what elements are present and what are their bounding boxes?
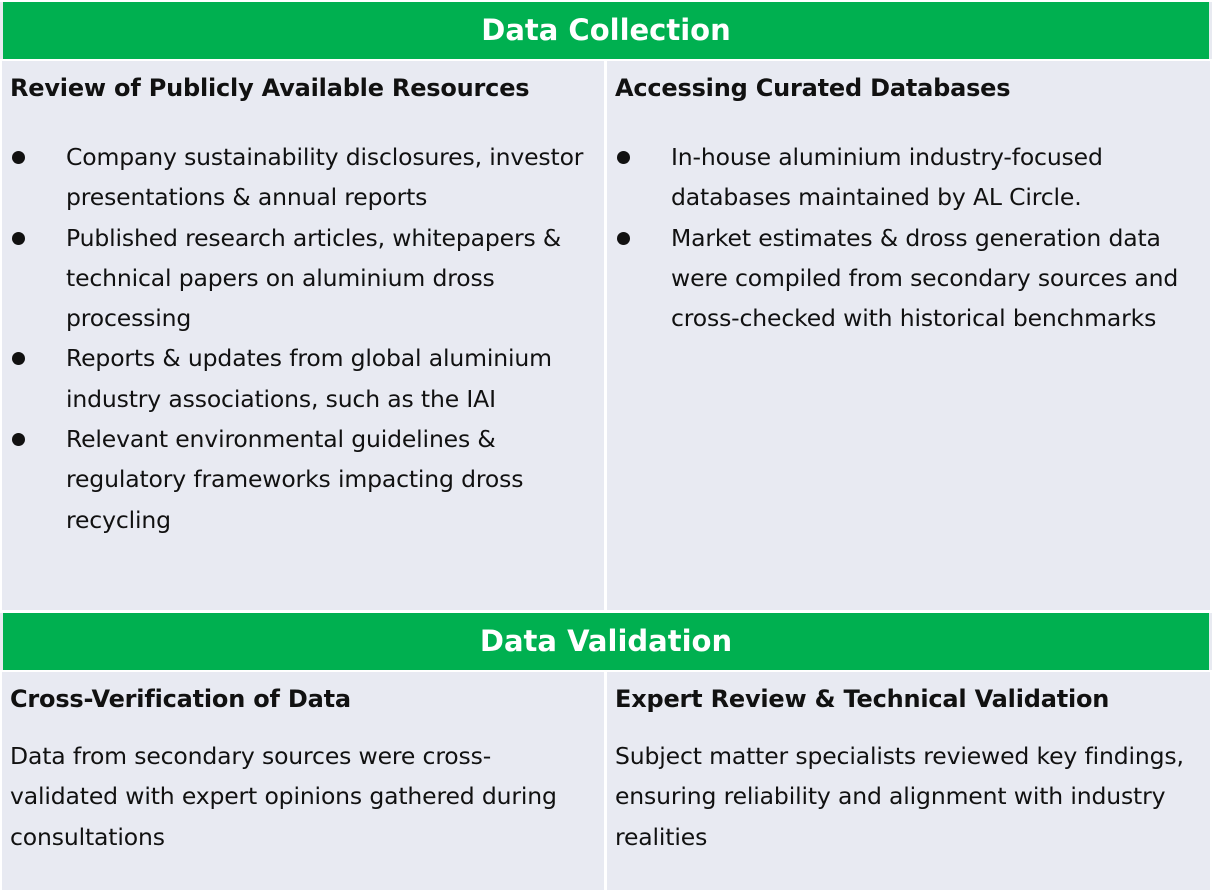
public-resources-title: Review of Publicly Available Resources bbox=[10, 74, 530, 102]
public-resources-list bbox=[2, 137, 604, 540]
list-item bbox=[607, 137, 1210, 218]
list-item bbox=[2, 137, 604, 218]
list-item-text: In-house aluminium industry-focused databases maintained by AL Circle. bbox=[671, 143, 1103, 212]
list-item bbox=[2, 218, 604, 339]
curated-databases-list bbox=[607, 137, 1210, 338]
list-item-text: Company sustainability disclosures, investor presentations & annual reports bbox=[66, 143, 584, 212]
list-item bbox=[607, 218, 1210, 339]
expert-review-title: Expert Review & Technical Validation bbox=[615, 685, 1110, 713]
public-resources-cell bbox=[2, 61, 604, 610]
bullet-icon bbox=[12, 151, 25, 164]
list-item-text: Reports & updates from global aluminium industry associations, such as the IAI bbox=[66, 344, 552, 413]
curated-databases-cell bbox=[607, 61, 1210, 610]
bullet-icon bbox=[12, 232, 25, 245]
bullet-icon bbox=[617, 232, 630, 245]
cross-verification-text: Data from secondary sources were cross-validated with expert opinions gathered during consultations bbox=[10, 742, 557, 851]
bullet-icon bbox=[12, 433, 25, 446]
bullet-icon bbox=[617, 151, 630, 164]
cross-verification-cell bbox=[2, 672, 604, 890]
data-validation-header: Data Validation bbox=[0, 613, 1212, 670]
expert-review-text: Subject matter specialists reviewed key findings, ensuring reliability and alignment with industry realities bbox=[615, 742, 1184, 851]
list-item-text: Published research articles, whitepapers & technical papers on aluminium dross processing bbox=[66, 223, 562, 333]
curated-databases-title: Accessing Curated Databases bbox=[615, 74, 1011, 102]
data-collection-header: Data Collection bbox=[0, 2, 1212, 59]
expert-review-cell bbox=[607, 672, 1210, 890]
list-item bbox=[2, 419, 604, 540]
cross-verification-title: Cross-Verification of Data bbox=[10, 685, 351, 713]
list-item-text: Relevant environmental guidelines & regulatory frameworks impacting dross recycling bbox=[66, 425, 524, 534]
list-item bbox=[2, 338, 604, 419]
bullet-icon bbox=[12, 352, 25, 365]
list-item-text: Market estimates & dross generation data were compiled from secondary sources and cross-checked with historical benchmarks bbox=[671, 223, 1179, 333]
